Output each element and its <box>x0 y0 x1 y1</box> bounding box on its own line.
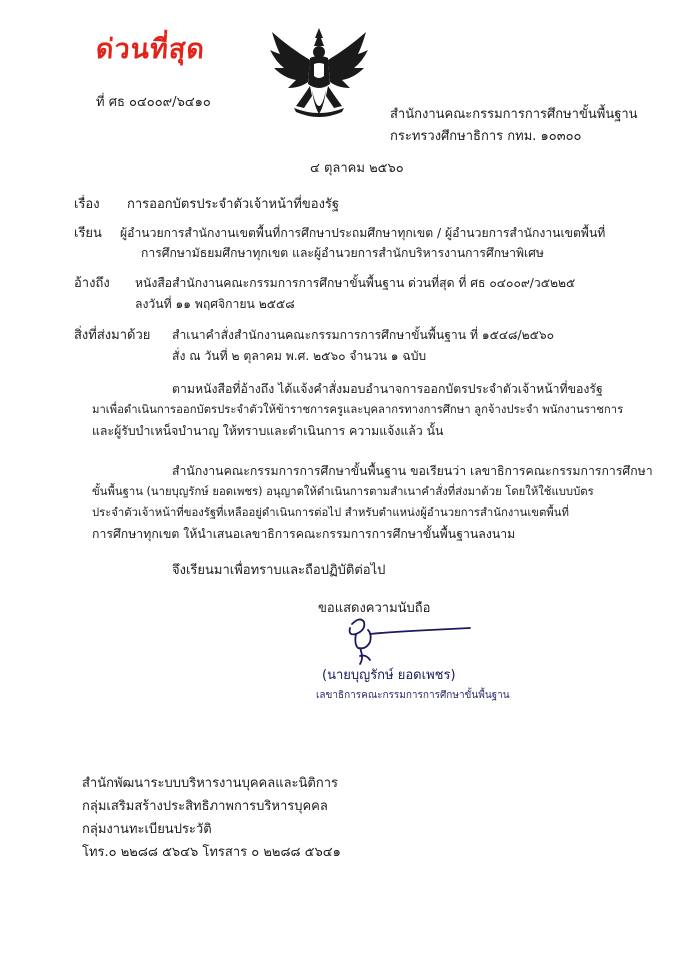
body-p1-line-2: มาเพื่อดำเนินการออกบัตรประจำตัวให้ข้าราชการครูและบุคลากรทางการศึกษา ลูกจ้างประจำ พนักงานราชการ <box>92 403 624 416</box>
signatory-position: เลขาธิการคณะกรรมการการศึกษาขั้นพื้นฐาน <box>316 690 510 701</box>
letter-date: ๔ ตุลาคม ๒๕๖๐ <box>310 161 404 176</box>
body-p1-line-3: และผู้รับบำเหน็จบำนาญ ให้ทราบและดำเนินการ ความแจ้งแล้ว นั้น <box>92 424 444 438</box>
handwritten-signature <box>330 604 480 668</box>
enclosure-line-2: สั่ง ณ วันที่ ๒ ตุลาคม พ.ศ. ๒๕๖๐ จำนวน ๑ ฉบับ <box>172 349 427 363</box>
signatory-name: (นายบุญรักษ์ ยอดเพชร) <box>322 668 456 683</box>
reference-label: อ้างถึง <box>74 276 110 291</box>
footer-group: กลุ่มเสริมสร้างประสิทธิภาพการบริหารบุคคล <box>82 799 328 814</box>
body-p2-line-4: การศึกษาทุกเขต ให้นำเสนอเลขาธิการคณะกรรมการการศึกษาขั้นพื้นฐานลงนาม <box>92 527 516 541</box>
body-p2-line-1: สำนักงานคณะกรรมการการศึกษาขั้นพื้นฐาน ขอเรียนว่า เลขาธิการคณะกรรมการการศึกษา <box>172 464 653 478</box>
body-p1-line-1: ตามหนังสือที่อ้างถึง ได้แจ้งคำสั่งมอบอำนาจการออกบัตรประจำตัวเจ้าหน้าที่ของรัฐ <box>172 382 603 396</box>
body-p2-line-3: ประจำตัวเจ้าหน้าที่ของรัฐที่เหลืออยู่ดำเนินการต่อไป สำหรับตำแหน่งผู้อำนวยการสำนักงานเขตพื้นที่ <box>92 506 569 519</box>
garuda-emblem-icon <box>266 26 372 126</box>
recipient-line-1: ผู้อำนวยการสำนักงานเขตพื้นที่การศึกษาประถมศึกษาทุกเขต / ผู้อำนวยการสำนักงานเขตพื้นที่ <box>120 226 606 240</box>
body-p3: จึงเรียนมาเพื่อทราบและถือปฏิบัติต่อไป <box>172 563 386 578</box>
sender-office: สำนักงานคณะกรรมการการศึกษาขั้นพื้นฐาน <box>390 107 638 122</box>
enclosure-label: สิ่งที่ส่งมาด้วย <box>74 328 151 343</box>
sender-address: กระทรวงศึกษาธิการ กทม. ๑๐๓๐๐ <box>390 129 582 144</box>
recipient-label: เรียน <box>74 226 102 241</box>
recipient-line-2: การศึกษามัธยมศึกษาทุกเขต และผู้อำนวยการสำนักบริหารงานการศึกษาพิเศษ <box>141 246 544 260</box>
closing: ขอแสดงความนับถือ <box>318 601 431 616</box>
body-p2-line-2: ขั้นพื้นฐาน (นายบุญรักษ์ ยอดเพชร) อนุญาตให้ดำเนินการตามสำเนาคำสั่งที่ส่งมาด้วย โดยให้ใช้แบบบัตร <box>92 485 594 498</box>
footer-unit: กลุ่มงานทะเบียนประวัติ <box>82 822 212 837</box>
subject-label: เรื่อง <box>74 197 100 212</box>
subject-text: การออกบัตรประจำตัวเจ้าหน้าที่ของรัฐ <box>127 197 340 212</box>
footer-phone: โทร.๐ ๒๒๘๘ ๕๖๔๖ โทรสาร ๐ ๒๒๘๘ ๕๖๔๑ <box>82 845 341 860</box>
reference-line-2: ลงวันที่ ๑๑ พฤศจิกายน ๒๕๕๘ <box>135 297 295 311</box>
reference-line-1: หนังสือสำนักงานคณะกรรมการการศึกษาขั้นพื้นฐาน ด่วนที่สุด ที่ ศธ ๐๔๐๐๙/ว๕๒๒๕ <box>135 276 576 290</box>
reference-number: ที่ ศธ ๐๔๐๐๙/๖๔๑๐ <box>96 95 211 110</box>
enclosure-line-1: สำเนาคำสั่งสำนักงานคณะกรรมการการศึกษาขั้นพื้นฐาน ที่ ๑๕๔๘/๒๕๖๐ <box>172 328 555 342</box>
urgency-stamp: ด่วนที่สุด <box>94 34 207 65</box>
footer-office: สำนักพัฒนาระบบบริหารงานบุคคลและนิติการ <box>82 776 339 791</box>
